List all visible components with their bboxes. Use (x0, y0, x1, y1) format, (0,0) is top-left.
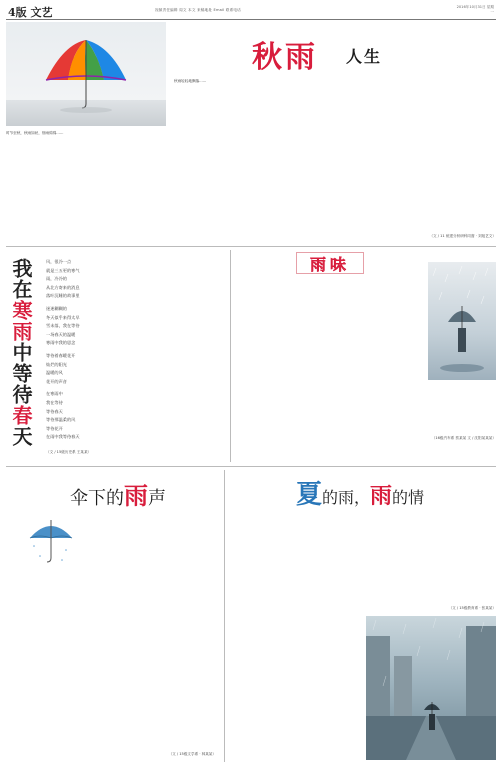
poem-line: 我在等待 (46, 399, 63, 405)
poem-line: 温暖的风 (46, 370, 63, 376)
poem-lines (46, 258, 150, 442)
poem-title-char: 待 (9, 384, 33, 405)
article2-caption: （16级汽车系 蔡某某 文 / 沈阳某某某） (431, 436, 496, 440)
article4-title-c: 雨 (370, 484, 393, 509)
article4-title-b: 的雨， (322, 488, 371, 507)
header-info: 视频责任编辑 周文 本文 来稿地址 Email 联系电话 (155, 8, 241, 12)
poem-line: 冬天似乎来得太早 (46, 314, 80, 320)
section-rule-1 (6, 246, 496, 247)
article2-title-box (296, 252, 364, 274)
poem-line: 灿烂的阳光 (46, 361, 67, 367)
poem-byline: （文 / 15级历史系 王某某） (46, 450, 92, 454)
poem-title-char-highlight: 寒 (9, 300, 33, 321)
poem-section (6, 250, 226, 462)
poem-title-char: 中 (9, 342, 33, 363)
header-date: 2016年10月31日 星期一 (456, 5, 494, 14)
article4-byline: （文 / 15级教育系 · 张某某） (448, 606, 496, 610)
poem-line: 风，很冷一点 (46, 259, 72, 264)
article3-body-1 (6, 574, 102, 758)
poem-line: 迷迷糊糊的 (46, 305, 67, 311)
poem-line: 在寒雨中 (46, 391, 63, 397)
article4-body-2 (366, 508, 496, 602)
article4-title-a: 夏 (296, 480, 323, 510)
poem-line: 寒雨中我的思念 (46, 340, 76, 346)
article1-subtitle: 人生 (346, 47, 383, 66)
masthead: 4版 文艺 (8, 6, 53, 19)
poem-title-char-highlight: 雨 (9, 321, 33, 342)
poem-title-char: 等 (9, 363, 33, 384)
poem-line: 就是三五更的寒气 (46, 267, 80, 273)
article1-title: 秋雨 (252, 40, 318, 75)
article2-body-3 (376, 282, 426, 366)
article1-body-left (6, 130, 166, 190)
poem-line: 等待着春暖花开 (46, 352, 76, 358)
article3-title-red: 雨 (124, 482, 148, 510)
article1-text-mid: 秋雨轻轻地飘落…… (174, 79, 207, 83)
poem-line: 花开的声音 (46, 378, 67, 384)
poem-line: 从北方寄来的消息 (46, 284, 80, 290)
article1-text-left: 时节至秋，秋雨如丝，细雨绵绵…… (6, 131, 64, 135)
article1-byline: （文 / 11 统建分析研科同窗 · 刘旭艺文） (429, 234, 496, 238)
poem-line: 一场春天的温暖 (46, 331, 76, 337)
article2-body-4 (376, 384, 496, 424)
article4-title (296, 474, 424, 511)
article3-title-pre: 伞下的 (70, 488, 124, 509)
article4-title-d: 的情 (392, 488, 425, 507)
poem-title (10, 258, 32, 458)
column-divider-bottom (224, 470, 225, 762)
rain-scene-illustration (428, 262, 496, 380)
header-rule (6, 19, 496, 20)
article2-body-1 (236, 282, 312, 450)
umbrella-illustration (6, 22, 166, 126)
article3-byline: （文 / 15级文学系 · 林某某） (168, 752, 216, 756)
article2-body-2 (316, 282, 372, 450)
poem-line: 等待花开 (46, 425, 63, 431)
article1-body-right (332, 78, 494, 246)
column-divider (230, 250, 231, 462)
article3-title (70, 476, 166, 511)
poem-title-char: 我 (9, 258, 33, 279)
poem-line: 雨，冷冷的 (46, 276, 67, 282)
poem-line: 等待那温柔的风 (46, 417, 76, 423)
article2-title: 雨味 (309, 254, 350, 274)
poem-title-char: 在 (9, 279, 33, 300)
poem-line: 雪未落，我在等待 (46, 323, 80, 329)
poem-line: 落叶沉睡的故事里 (46, 293, 80, 299)
poem-line: 等待春天 (46, 408, 63, 414)
article1-body-mid (174, 78, 324, 246)
small-umbrella-icon (26, 512, 76, 568)
street-rain-illustration (366, 616, 496, 760)
poem-title-char-highlight: 春 (9, 405, 33, 426)
poem-line: 在雨中我等待春天 (46, 434, 80, 440)
article4-body-1 (230, 508, 360, 758)
article3-title-post: 声 (148, 488, 166, 509)
article3-body-2 (106, 508, 216, 748)
poem-title-char: 天 (9, 426, 33, 447)
section-rule-2 (6, 466, 496, 467)
